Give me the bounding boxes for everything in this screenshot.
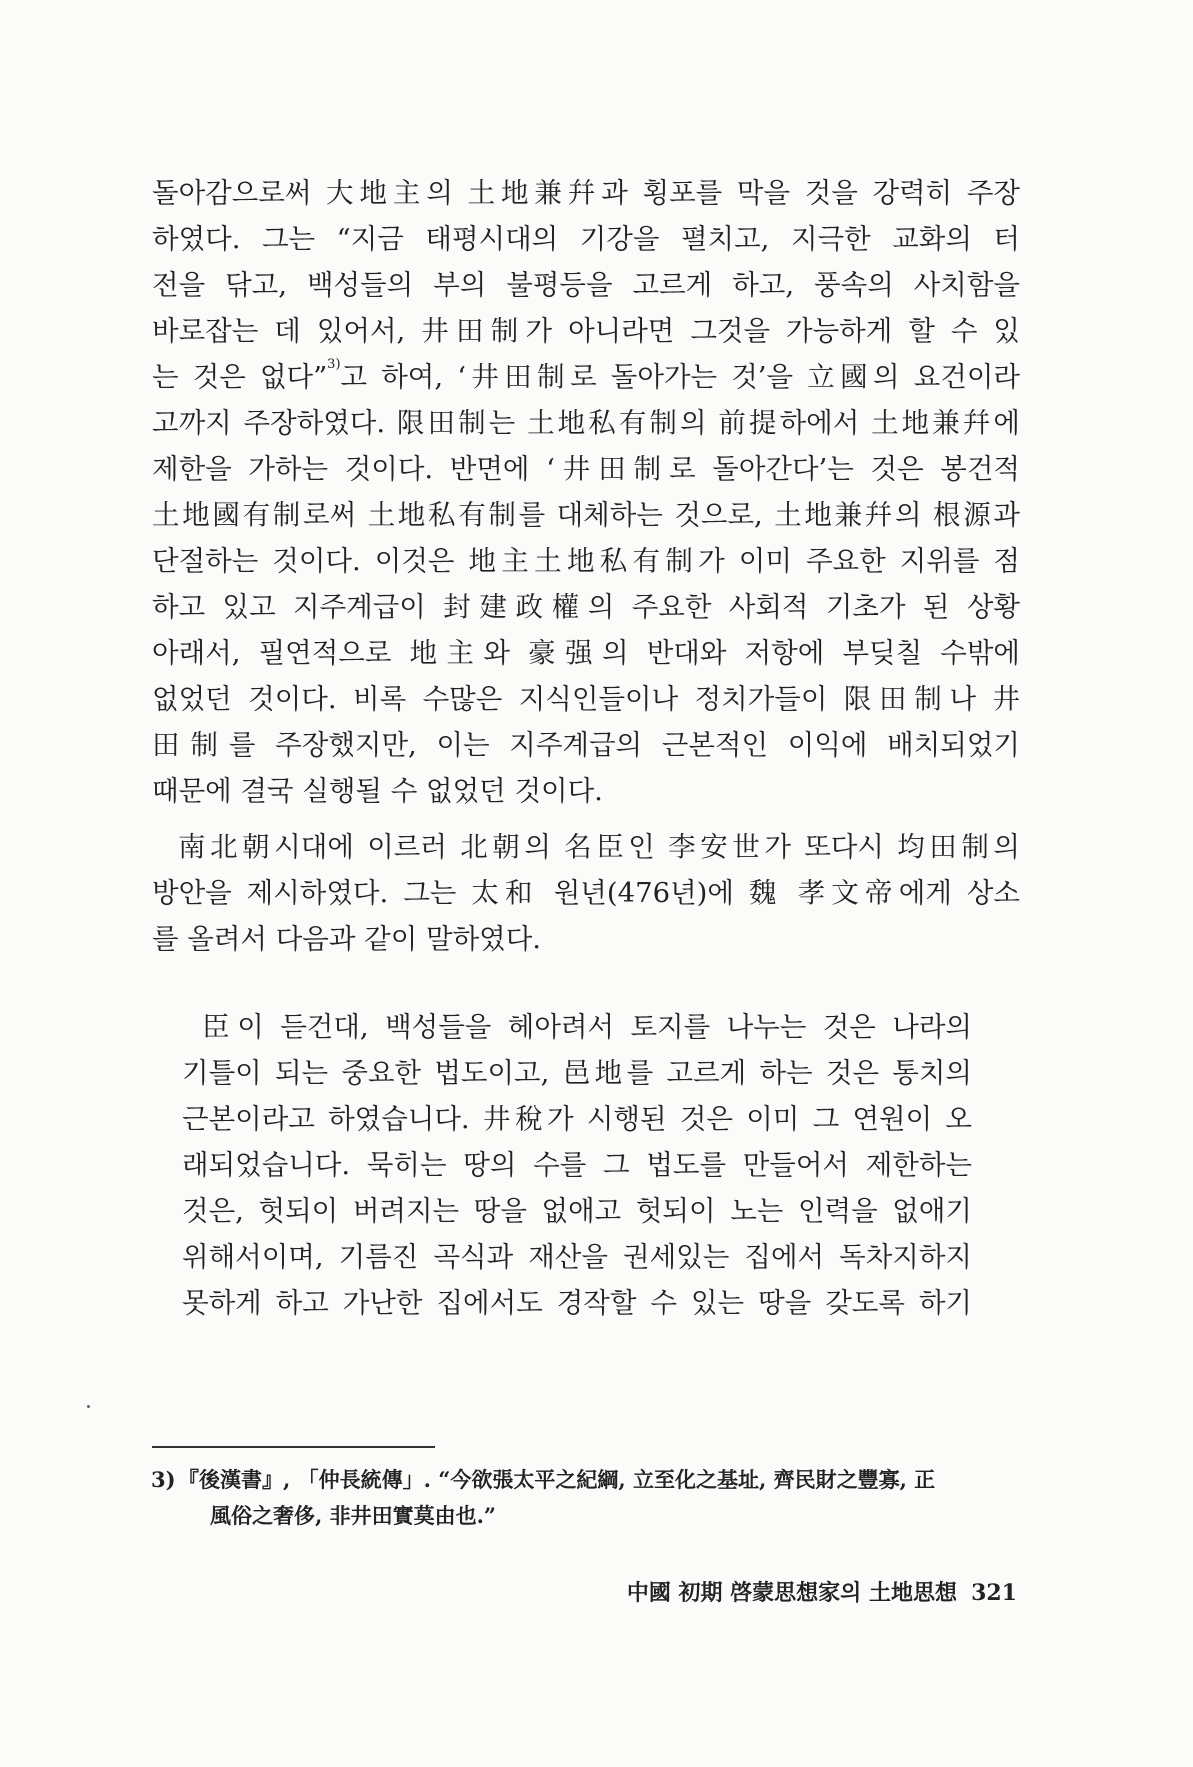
quote-line: 위해서이며, 기름진 곡식과 재산을 권세있는 집에서 독차지하지 bbox=[182, 1241, 972, 1273]
body-line bbox=[152, 356, 1020, 398]
footnote bbox=[151, 1463, 1028, 1497]
page-number: 321 bbox=[971, 1580, 1017, 1606]
body-line: 土地國有制로써 土地私有制를 대체하는 것으로, 土地兼幷의 根源과 bbox=[152, 499, 1020, 531]
footnote-ref: 3) bbox=[327, 357, 341, 372]
body-line: 고까지 주장하였다. 限田制는 土地私有制의 前提하에서 土地兼幷에 bbox=[152, 407, 1020, 439]
body-line: 제한을 가하는 것이다. 반면에 ‘井田制로 돌아간다’는 것은 봉건적 bbox=[152, 453, 1020, 485]
quote-line: 臣이 듣건대, 백성들을 헤아려서 토지를 나누는 것은 나라의 bbox=[202, 1011, 972, 1043]
body-line: 단절하는 것이다. 이것은 地主土地私有制가 이미 주요한 지위를 점 bbox=[152, 545, 1020, 577]
quote-line: 못하게 하고 가난한 집에서도 경작할 수 있는 땅을 갖도록 하기 bbox=[182, 1287, 972, 1319]
body-line: 때문에 결국 실행될 수 없었던 것이다. bbox=[152, 775, 603, 807]
para2-line: 南北朝시대에 이르러 北朝의 名臣인 李安世가 또다시 均田制의 bbox=[178, 831, 1020, 863]
body-line-part: 는 것은 없다” bbox=[152, 361, 328, 393]
para2-line: 방안을 제시하였다. 그는 太和 원년(476년)에 魏 孝文帝에게 상소 bbox=[152, 877, 1020, 909]
footnote-continuation: 風俗之奢侈, 非井田實莫由也.” bbox=[210, 1503, 497, 1528]
body-line: 전을 닦고, 백성들의 부의 불평등을 고르게 하고, 풍속의 사치함을 bbox=[152, 269, 1020, 301]
body-line: 아래서, 필연적으로 地主와 豪强의 반대와 저항에 부딪칠 수밖에 bbox=[152, 637, 1020, 669]
speck-dot bbox=[87, 1405, 90, 1408]
quote-line: 래되었습니다. 묵히는 땅의 수를 그 법도를 만들어서 제한하는 bbox=[182, 1149, 972, 1181]
running-title: 中國 初期 啓蒙思想家의 土地思想 bbox=[626, 1580, 958, 1606]
body-line: 하고 있고 지주계급이 封建政權의 주요한 사회적 기초가 된 상황 bbox=[152, 591, 1020, 623]
body-line-part: 고 하여, ‘井田制로 돌아가는 것’을 立國의 요건이라 bbox=[340, 361, 1020, 393]
body-line: 田制를 주장했지만, 이는 지주계급의 근본적인 이익에 배치되었기 bbox=[152, 729, 1020, 761]
footnote-divider bbox=[152, 1446, 435, 1448]
quote-line: 기틀이 되는 중요한 법도이고, 邑地를 고르게 하는 것은 통치의 bbox=[182, 1057, 972, 1089]
quote-line: 것은, 헛되이 버려지는 땅을 없애고 헛되이 노는 인력을 없애기 bbox=[182, 1195, 972, 1227]
quote-line: 근본이라고 하였습니다. 井稅가 시행된 것은 이미 그 연원이 오 bbox=[182, 1103, 972, 1135]
footnote-text: 『後漢書』, 「仲長統傳」. “今欲張太平之紀綱, 立至化之基址, 齊民財之豐寡, 正 bbox=[178, 1467, 936, 1492]
page-footer bbox=[627, 1578, 1017, 1608]
footnote-number: 3) bbox=[151, 1467, 176, 1492]
body-line: 없었던 것이다. 비록 수많은 지식인들이나 정치가들이 限田制나 井 bbox=[152, 683, 1020, 715]
body-line: 하였다. 그는 “지금 태평시대의 기강을 펼치고, 지극한 교화의 터 bbox=[152, 223, 1020, 255]
body-line: 바로잡는 데 있어서, 井田制가 아니라면 그것을 가능하게 할 수 있 bbox=[152, 315, 1020, 347]
para2-line: 를 올려서 다음과 같이 말하였다. bbox=[152, 923, 542, 955]
body-line: 돌아감으로써 大地主의 土地兼幷과 횡포를 막을 것을 강력히 주장 bbox=[152, 177, 1020, 209]
